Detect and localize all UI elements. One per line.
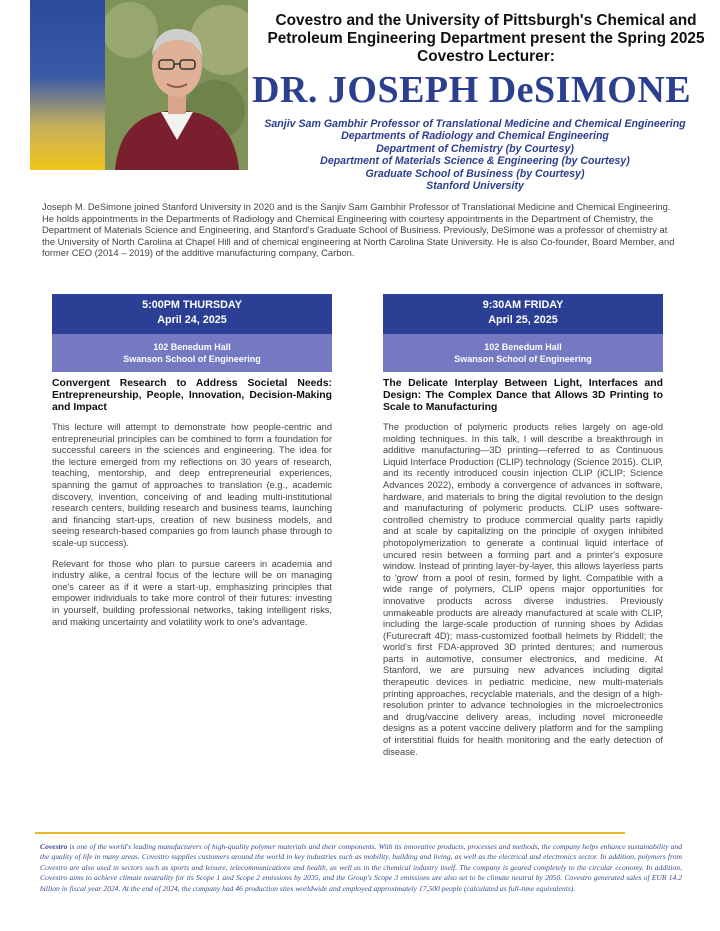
speaker-title-line: Department of Chemistry (by Courtesy) [376, 142, 574, 155]
covestro-description: is one of the world's leading manufacturers of high-quality polymer materials and their components. With its innovative products, processes and methods, the company helps enhance sustainability and the quality of life in many areas. Covestro supplies customers around the world in key industries such as mobility, building and living, as well as the electrical and electronics sector. In addition, polymers from Covestro are also used in sectors such as sports and leisure, telecommunications and health, as well as in the chemical industry itself. The company is geared completely to the circular economy. In addition, Covestro aims to achieve climate neutrality for its Scope 1 and Scope 2 emissions by 2035, and the Group's Scope 3 emissions are also set to be climate neutral by 2050. Covestro generated sales of EUR 14.2 billion in fiscal year 2024. At the end of 2024, the company had 46 production sites worldwide and employed approximately 17,500 people (calculated as full-time equivalents). [40, 842, 682, 893]
lecture-thursday [52, 294, 332, 628]
lecture-abstract-paragraph: The production of polymeric products relies largely on age-old molding techniques. In this talk, I will describe a breakthrough in additive manufacturing—3D printing—referred to as Continuous Liquid Interface Production (CLIP) technology (Science 2015). CLIP, and its recently introduced cousin injection CLIP (iCLIP; Science Advances 2022), embody a convergence of advances in software, hardware, and materials to bring the digital revolution to the design and manufacturing of polymeric products. CLIP uses software-controlled chemistry to produce commercial quality parts rapidly and at scale by capitalizing on the principle of oxygen inhibited photopolymerization to generate a continual liquid interface of uncured resin between a forming part and a printer's exposure window. Instead of printing layer-by-layer, this allows layerless parts to 'grow' from a pool of resin, formed by light. Compatible with a wide range of polymers, CLIP opens major opportunities for innovative products across diverse industries. Previously unmakeable products are already manufactured at scale with CLIP, including the large-scale production of running shoes by Adidas (Futurecraft 4D); mass-customized football helmets by Riddell; the world's first FDA-approved 3D printed dentures; and numerous parts in automotive, consumer electronics, and medicine. At Stanford, we are pursuing new advances including digital therapeutic devices in pediatric medicine, new multi-materials printing approaches, recyclable materials, and the design of a high-resolution printer to advance technologies in the microelectronics and drug/vaccine delivery areas, including novel microneedle designs as a potent vaccine delivery platform and for the sampling of interstitial fluids for health monitoring and the early detection of disease. [383, 422, 663, 757]
decorative-gradient-stripe [30, 0, 112, 170]
lecture-school: Swanson School of Engineering [454, 353, 592, 364]
speaker-name: DR. JOSEPH DeSIMONE [252, 69, 692, 111]
covestro-brand: Covestro [40, 842, 68, 851]
speaker-photo [105, 0, 248, 170]
lecture-abstract-paragraph: This lecture will attempt to demonstrate how people-centric and entrepreneurial principles can be combined to form a foundation for successful careers in the sciences and engineering. The idea for the lecture emerged from my reflections on 30 years of research, teaching, mentorship, and deep entrepreneurial experiences, spanning the gamut of approaches to translation (e.g., academic discovery, invention, conceiving of and leading multi-institutional research centers, building research and business teams, launching and financing start-ups, creation of new business models, and seeing research-based companies go from launch phase through to scale-up success). [52, 422, 332, 548]
speaker-title-line: Departments of Radiology and Chemical Engineering [341, 130, 609, 143]
lecture-where [383, 334, 663, 372]
lecture-time: 9:30AM FRIDAY [482, 299, 564, 311]
lecture-date: April 24, 2025 [157, 314, 227, 326]
speaker-title-line: Graduate School of Business (by Courtesy) [365, 167, 585, 180]
lecture-time: 5:00PM THURSDAY [142, 299, 242, 311]
lecture-abstract-paragraph: Relevant for those who plan to pursue careers in academia and industry alike, a central focus of the lecture will be on managing one's career as if it were a start-up, emphasizing principles that empower individuals to take more control of their futures: investing in yourself, building professional networks, taking intelligent risks, and making uncertainty and volatility work to one's advantage. [52, 558, 332, 627]
speaker-title-line: Stanford University [426, 180, 524, 193]
lecture-date: April 25, 2025 [488, 314, 558, 326]
speaker-title-line: Department of Materials Science & Engineering (by Courtesy) [320, 155, 630, 168]
lecture-room: 102 Benedum Hall [153, 342, 231, 352]
lecture-title: Convergent Research to Address Societal Needs: Entrepreneurship, People, Innovation, Decision-Making and Impact [52, 378, 332, 413]
speaker-title-line: Sanjiv Sam Gambhir Professor of Translational Medicine and Chemical Engineering [264, 118, 686, 130]
footer-divider [35, 832, 625, 834]
covestro-footer [40, 842, 682, 894]
lecture-friday [383, 294, 663, 758]
lecture-where [52, 334, 332, 372]
lecture-school: Swanson School of Engineering [123, 353, 261, 364]
lecture-when [52, 294, 332, 334]
lecture-when [383, 294, 663, 334]
speaker-titles [255, 118, 695, 192]
speaker-bio: Joseph M. DeSimone joined Stanford University in 2020 and is the Sanjiv Sam Gambhir Professor of Translational Medicine and Chemical Engineering. He holds appointments in the Departments of Radiology and Chemical Engineering with courtesy appointments in the Department of Chemistry, the Department of Materials Science and Engineering, and Stanford's Graduate School of Business. Previously, DeSimone was a professor of chemistry at the University of North Carolina at Chapel Hill and of chemical engineering at North Carolina State University. He is also Co-founder, Board Member, and former CEO (2014 – 2019) of the additive manufacturing company, Carbon. [42, 201, 675, 259]
lecture-title: The Delicate Interplay Between Light, Interfaces and Design: The Complex Dance that Allows 3D Printing to Scale to Manufacturing [383, 378, 663, 413]
header [0, 0, 720, 195]
event-intro: Covestro and the University of Pittsburgh's Chemical and Petroleum Engineering Department present the Spring 2025 Covestro Lecturer: [267, 12, 705, 65]
lecture-room: 102 Benedum Hall [484, 342, 562, 352]
